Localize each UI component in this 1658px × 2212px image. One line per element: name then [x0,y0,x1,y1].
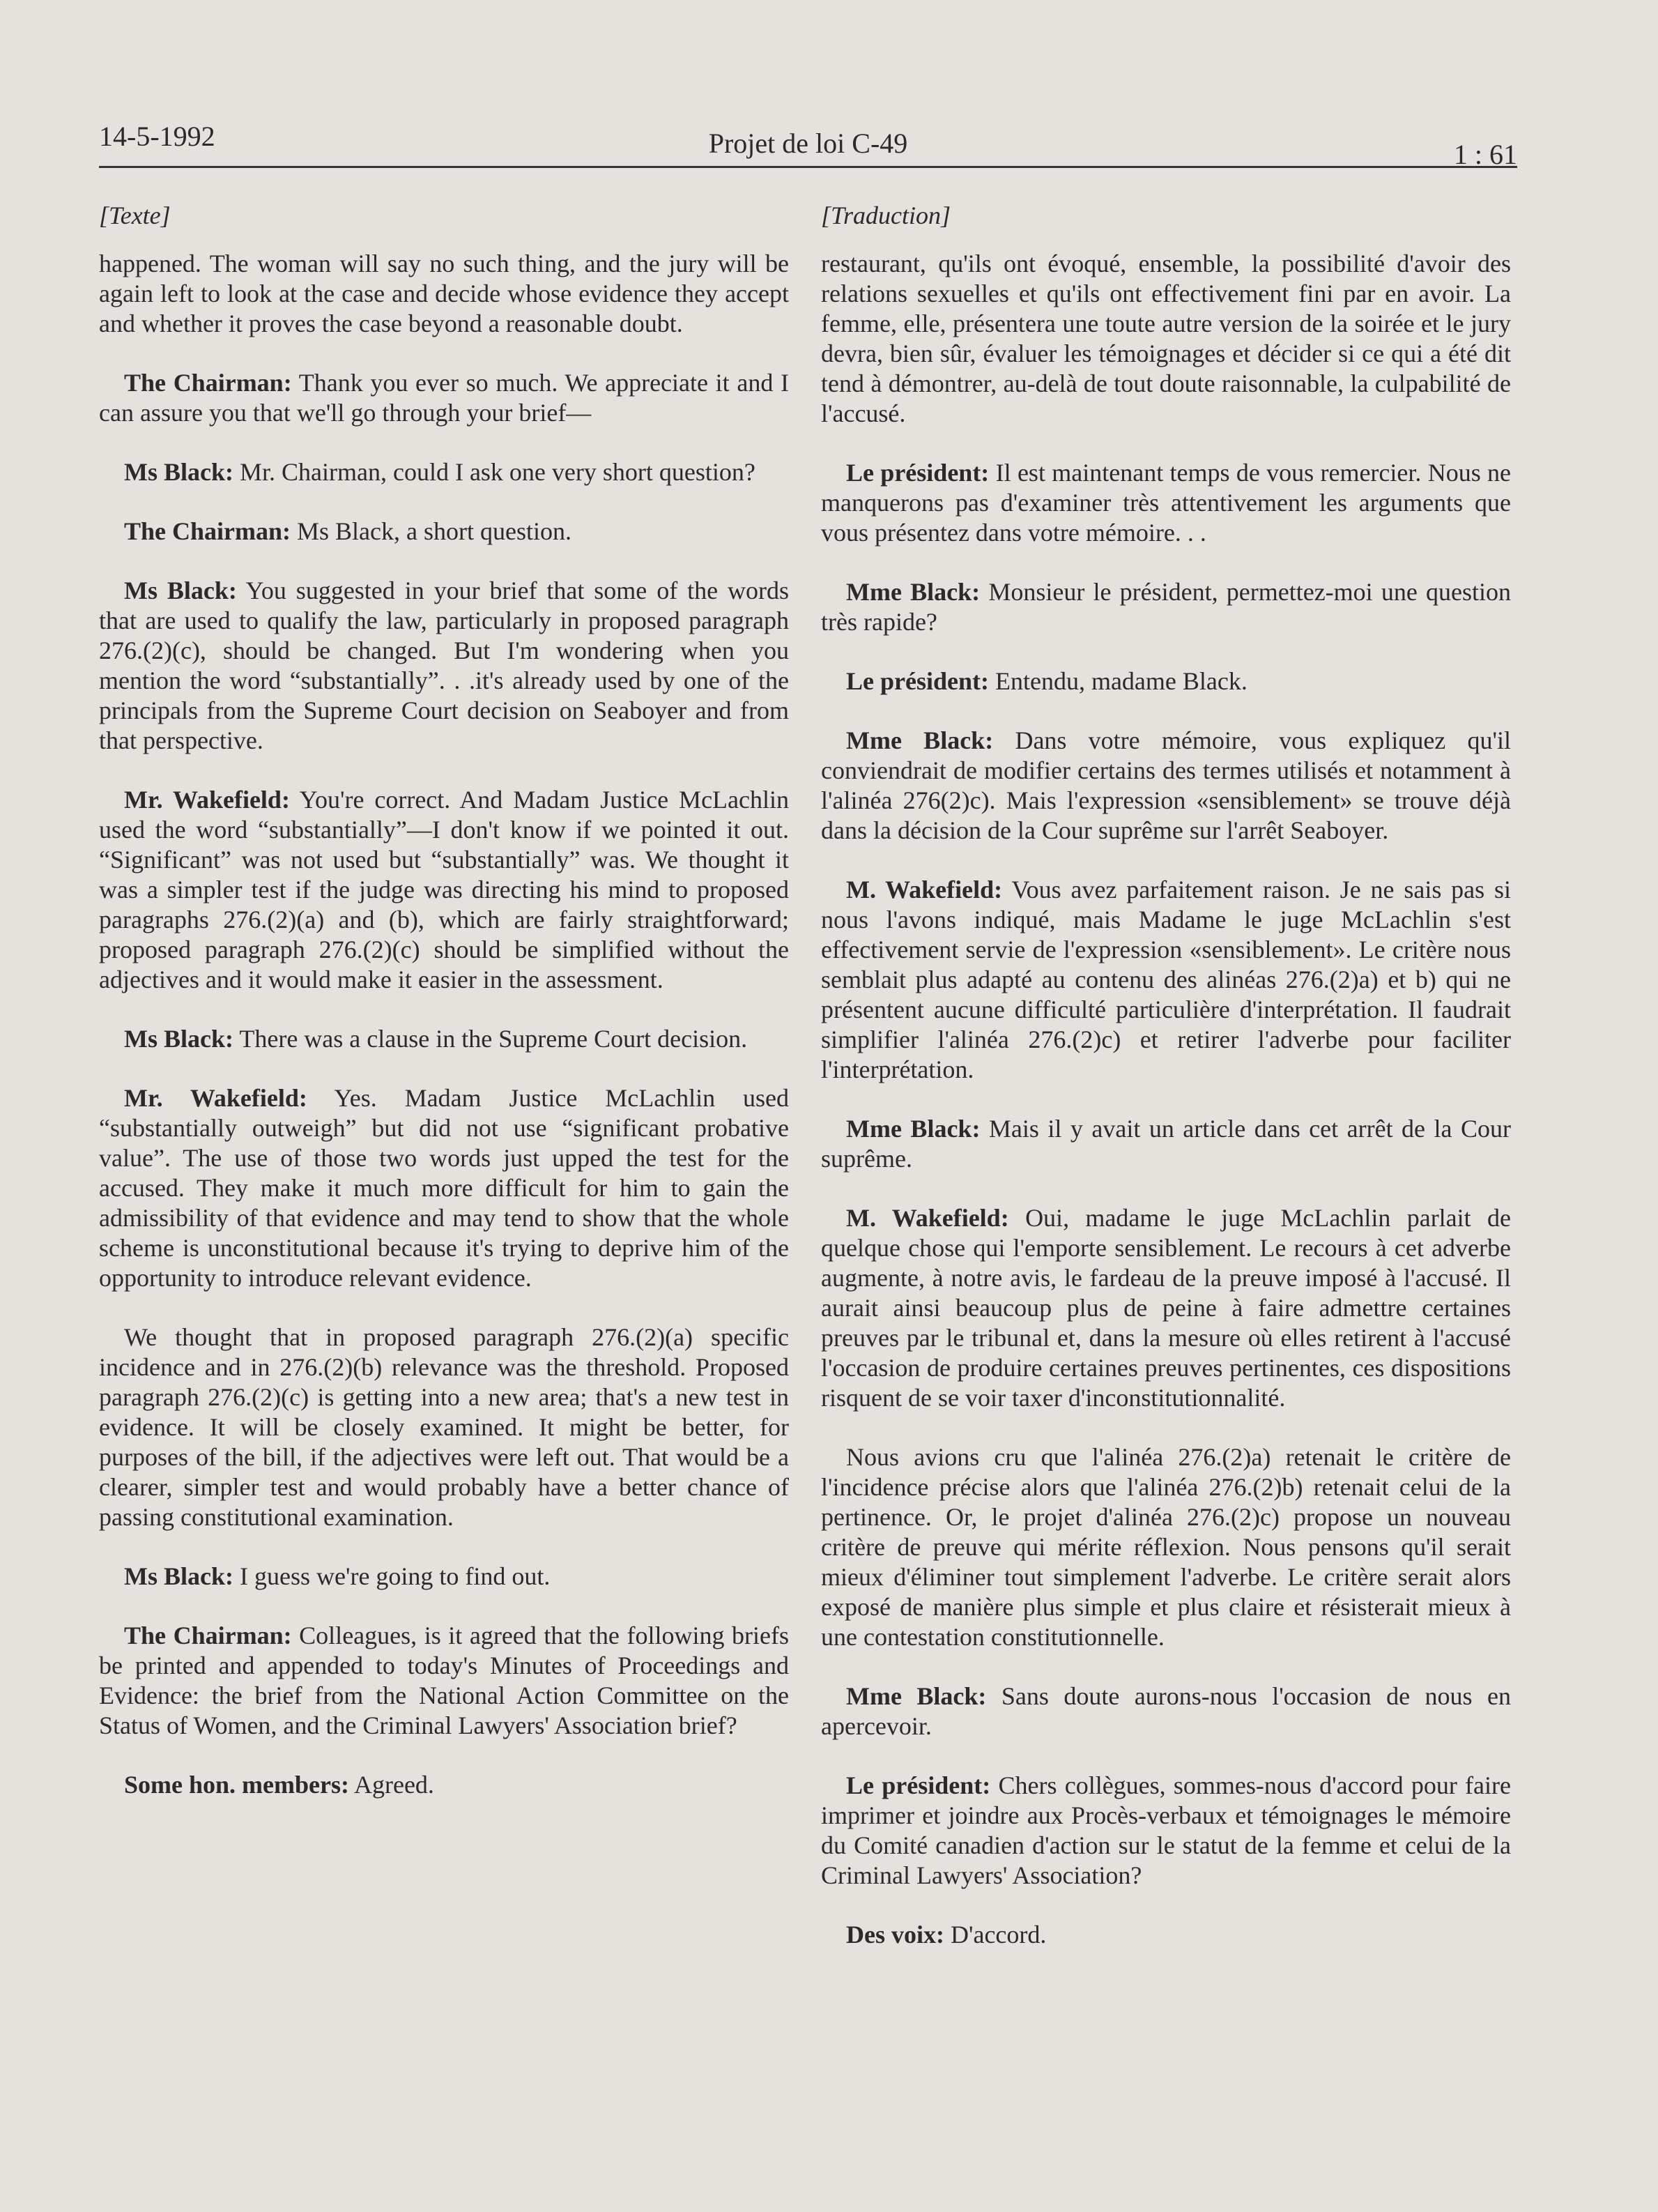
transcript-paragraph [99,517,789,547]
speaker-name: The Chairman: [124,1622,292,1649]
left-column-english [99,201,789,1829]
transcript-paragraph [99,1322,789,1532]
speech-text: We thought that in proposed paragraph 276.(2)(a) specific incidence and in 276.(2)(b) relevance was the threshold. Proposed paragraph 276.(2)(c) is getting into a new area; that's a new test in evidence. It will be closely examined. It might be better, for purposes of the bill, if the adjectives were left out. That would be a clearer, simpler test and would probably have a better chance of passing constitutional examination. [99,1323,789,1531]
speaker-name: Ms Black: [124,1025,233,1053]
speaker-name: Mme Black: [846,1115,981,1143]
speaker-name: Le président: [846,667,989,695]
right-column-french [821,201,1511,1979]
speech-text: Nous avions cru que l'alinéa 276.(2)a) retenait le critère de l'incidence précise alors que l'alinéa 276.(2)b) retenait celui de la pertinence. Or, le projet d'alinéa 276.(2)c) propose un nouveau critère de preuve qui mérite réflexion. Nous pensons qu'il serait mieux d'éliminer tout simplement l'adverbe. Le critère serait alors exposé de manière plus simple et plus claire et résisterait mieux à une contestation constitutionnelle. [821,1443,1511,1651]
speech-text: D'accord. [950,1921,1047,1948]
speech-text: Ms Black, a short question. [297,517,571,545]
speaker-name: Mme Black: [846,726,994,754]
speaker-name: M. Wakefield: [846,876,1003,903]
speech-text: Agreed. [353,1771,434,1799]
speech-text: Mais il y avait un article dans cet arrêt de la Cour suprême. [821,1115,1511,1173]
page-header [99,117,1517,168]
speech-text: Thank you ever so much. We appreciate it and I can assure you that we'll go through your brief— [99,369,789,427]
speaker-name: Mme Black: [846,1682,987,1710]
transcript-paragraph [821,1203,1511,1413]
transcript-paragraph [821,1114,1511,1174]
speech-text: There was a clause in the Supreme Court decision. [239,1025,748,1053]
transcript-paragraph [821,1681,1511,1741]
column-label-traduction: [Traduction] [821,201,951,229]
transcript-paragraph [821,666,1511,696]
speech-text: Colleagues, is it agreed that the following briefs be printed and appended to today's Minutes of Proceedings and Evidence: the brief from the National Action Committee on the Status of Women, and the Criminal Lawyers' Association brief? [99,1622,790,1739]
transcript-paragraph [99,1083,789,1293]
header-title: Projet de loi C-49 [708,128,908,159]
speech-text: You're correct. And Madam Justice McLachlin used the word “substantially”—I don't know if we pointed it out. “Significant” was not used but “substantially” was. We thought it was a simpler test if the judge was directing his mind to proposed paragraphs 276.(2)(a) and (b), which are fairly straightforward; proposed paragraph 276.(2)(c) should be simplified without the adjectives and it would make it easier in the assessment. [99,786,789,993]
speech-text: I guess we're going to find out. [240,1562,551,1590]
transcript-paragraph [821,1771,1511,1891]
transcript-paragraph [99,1562,789,1592]
speech-text: Il est maintenant temps de vous remercier. Nous ne manquerons pas d'examiner très attentivement les arguments que vous présentez dans votre mémoire. . . [821,459,1512,547]
speaker-name: Ms Black: [124,458,233,486]
transcript-paragraph [99,457,789,487]
transcript-paragraph [99,576,789,756]
speaker-name: Le président: [846,459,990,487]
transcript-paragraph [99,785,789,995]
speaker-name: Ms Black: [124,1562,233,1590]
speaker-name: Le président: [846,1771,991,1799]
column-label-texte: [Texte] [99,201,171,229]
header-page-number: 1 : 61 [1453,139,1517,170]
transcript-paragraph [99,1621,789,1741]
speech-text: Mr. Chairman, could I ask one very short question? [240,458,755,486]
speech-text: Oui, madame le juge McLachlin parlait de quelque chose qui l'emporte sensiblement. Le recours à cet adverbe augmente, à notre avis, le fardeau de la preuve imposé à l'accusé. Il aurait ainsi beaucoup plus de peine à faire admettre certaines preuves par le tribunal et, dans la mesure où elles retirent à l'accusé l'occasion de produire certaines preuves pertinentes, ces dispositions risquent de se voir taxer d'inconstitutionnalité. [821,1204,1511,1412]
transcript-paragraph [821,458,1511,548]
speaker-name: Ms Black: [124,577,237,604]
speaker-name: Some hon. members: [124,1771,349,1799]
speech-text: Dans votre mémoire, vous expliquez qu'il conviendrait de modifier certains des termes utilisés et notamment à l'alinéa 276(2)c). Mais l'expression «sensiblement» se trouve déjà dans la décision de la Cour suprême sur l'arrêt Seaboyer. [821,726,1512,844]
transcript-paragraph [821,875,1511,1085]
transcript-paragraph [821,577,1511,637]
speech-text: Monsieur le président, permettez-moi une question très rapide? [821,578,1511,636]
transcript-paragraph [99,249,789,339]
speaker-name: Mme Black: [846,578,981,606]
speech-text: Entendu, madame Black. [995,667,1248,695]
speaker-name: M. Wakefield: [846,1204,1009,1232]
speech-text: happened. The woman will say no such thing, and the jury will be again left to look at the case and decide whose evidence they accept and whether it proves the case beyond a reasonable doubt. [99,250,789,337]
transcript-paragraph [821,249,1511,429]
transcript-paragraph [821,1920,1511,1950]
transcript-paragraph [821,726,1511,846]
speaker-name: Mr. Wakefield: [124,786,290,814]
transcript-paragraph [99,368,789,428]
speech-text: Sans doute aurons-nous l'occasion de nous en apercevoir. [821,1682,1511,1740]
speaker-name: Des voix: [846,1921,944,1948]
speaker-name: The Chairman: [124,517,291,545]
transcript-paragraph [99,1024,789,1054]
header-date: 14-5-1992 [99,121,215,152]
speech-text: Yes. Madam Justice McLachlin used “substantially outweigh” but did not use “significant probative value”. The use of those two words just upped the test for the accused. They make it much more difficult for him to gain the admissibility of that evidence and may tend to show that the whole scheme is unconstitutional because it's trying to deprive him of the opportunity to introduce relevant evidence. [99,1084,789,1292]
speech-text: restaurant, qu'ils ont évoqué, ensemble, la possibilité d'avoir des relations sexuelles et qu'ils ont effectivement fini par en avoir. La femme, elle, présentera une toute autre version de la soirée et le jury devra, bien sûr, évaluer les témoignages et décider si ce qui a été dit tend à démontrer, au-delà de tout doute raisonnable, la culpabilité de l'accusé. [821,250,1511,427]
speaker-name: Mr. Wakefield: [124,1084,307,1112]
transcript-paragraph [821,1442,1511,1652]
speaker-name: The Chairman: [124,369,292,397]
speech-text: You suggested in your brief that some of the words that are used to qualify the law, particularly in proposed paragraph 276.(2)(c), should be changed. But I'm wondering when you mention the word “substantially”. . .it's already used by one of the principals from the Supreme Court decision on Seaboyer and from that perspective. [99,577,789,754]
speech-text: Chers collègues, sommes-nous d'accord pour faire imprimer et joindre aux Procès-verbaux et témoignages le mémoire du Comité canadien d'action sur le statut de la femme et celui de la Criminal Lawyers' Association? [821,1771,1511,1889]
transcript-paragraph [99,1770,789,1800]
speech-text: Vous avez parfaitement raison. Je ne sais pas si nous l'avons indiqué, mais Madame le juge McLachlin s'est effectivement servie de l'expression «sensiblement». Le critère nous semblait plus adapté au contenu des alinéas 276.(2)a) et b) qui ne présentent aucune difficulté particulière d'interprétation. Il faudrait simplifier l'alinéa 276.(2)c) et retirer l'adverbe pour faciliter l'interprétation. [821,876,1511,1083]
